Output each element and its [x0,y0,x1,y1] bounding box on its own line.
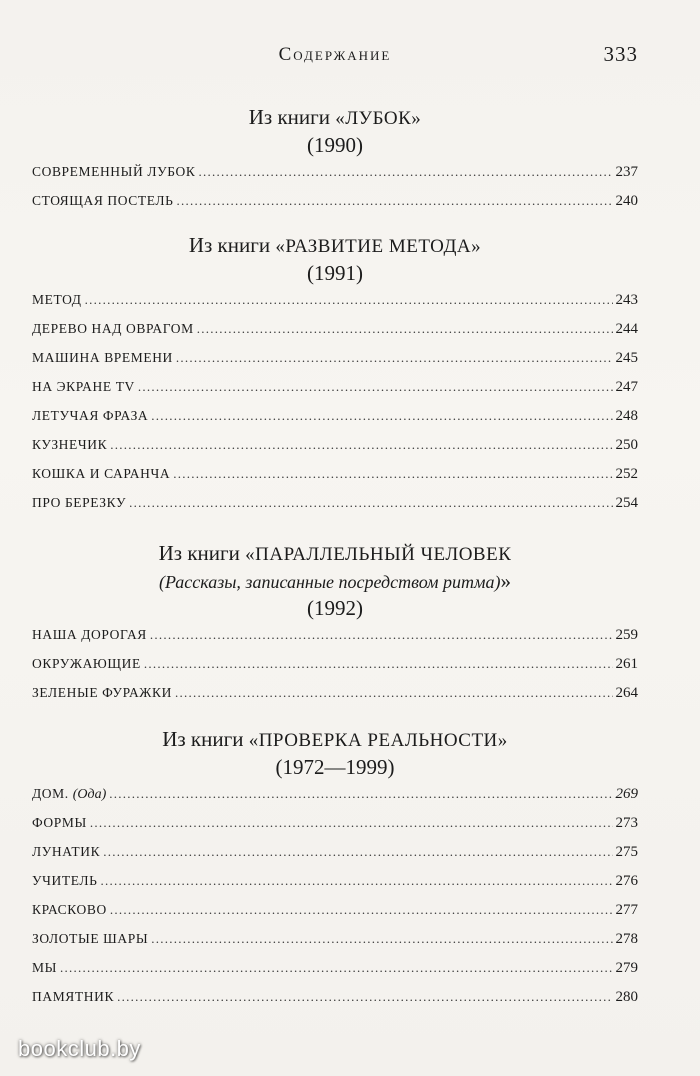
toc-entry-page: 252 [615,466,638,482]
toc-section-proverka-realnosti [32,726,638,1018]
watermark: bookclub.by [18,1036,141,1061]
toc-entry[interactable] [32,685,638,714]
toc-entry-page: 254 [615,495,638,511]
toc-entry[interactable] [32,495,638,524]
toc-entry-title: ФОРМЫ [32,815,87,830]
toc-entry-title: МАШИНА ВРЕМЕНИ [32,350,173,365]
toc-entry-title: СТОЯЩАЯ ПОСТЕЛЬ [32,193,174,208]
toc-entry-title: СОВРЕМЕННЫЙ ЛУБОК [32,164,196,179]
section-heading-line1: Из книги «ЛУБОК» [248,105,422,129]
section-heading-line1: Из книги «ПРОВЕРКА РЕАЛЬНОСТИ» [162,727,508,751]
toc-entry-title: ЛУНАТИК [32,844,101,859]
toc-entry-title: КУЗНЕЧИК [32,437,108,452]
toc-entry-page: 237 [615,164,638,180]
leader-dots [101,873,613,889]
toc-entry-title: ПАМЯТНИК [32,989,115,1004]
leader-dots [129,495,612,511]
toc-entry[interactable] [32,902,638,931]
toc-entry[interactable] [32,164,638,193]
toc-entry-title: ПРО БЕРЕЗКУ [32,495,127,510]
toc-entry-page: 277 [615,902,638,918]
leader-dots [60,960,613,976]
toc-list [32,164,638,222]
leader-dots [175,685,613,701]
toc-entry-title: ДЕРЕВО НАД ОВРАГОМ [32,321,194,336]
toc-entry-title: ОКРУЖАЮЩИЕ [32,656,141,671]
toc-entry-page: 240 [615,193,638,209]
section-heading [32,232,638,286]
toc-entry[interactable] [32,379,638,408]
toc-entry[interactable] [32,321,638,350]
toc-entry-page: 273 [615,815,638,831]
section-heading-line1: Из книги «РАЗВИТИЕ МЕТОДА» [188,233,482,257]
toc-entry[interactable] [32,466,638,495]
running-head: Содержание [278,44,392,65]
toc-entry-page: 278 [615,931,638,947]
leader-dots [150,627,613,643]
toc-entry[interactable] [32,408,638,437]
section-year: (1991) [307,261,363,285]
toc-entry-title: ДОМ. (Ода) [32,786,107,802]
section-heading [32,726,638,780]
leader-dots [199,164,613,180]
toc-entry[interactable] [32,873,638,902]
toc-entry-page: 259 [615,627,638,643]
toc-entry-title: ЛЕТУЧАЯ ФРАЗА [32,408,149,423]
page-number: 333 [603,42,638,66]
toc-entry[interactable] [32,931,638,960]
leader-dots [138,379,613,395]
toc-entry-title: УЧИТЕЛЬ [32,873,98,888]
toc-list [32,627,638,714]
toc-entry-title: МЫ [32,960,57,975]
toc-entry-title: НАША ДОРОГАЯ [32,627,147,642]
toc-entry-title: НА ЭКРАНЕ TV [32,379,135,394]
toc-entry-page: 279 [615,960,638,976]
toc-entry[interactable] [32,193,638,222]
toc-list [32,292,638,524]
toc-entry-title: КОШКА И САРАНЧА [32,466,171,481]
leader-dots [177,193,613,209]
leader-dots [90,815,613,831]
toc-entry[interactable] [32,627,638,656]
toc-entry-page: 244 [615,321,638,337]
section-heading-subtitle-line: (Рассказы, записанные посредством ритма)» [158,569,512,593]
toc-entry[interactable] [32,960,638,989]
toc-section-lubok [32,104,638,222]
leader-dots [103,844,612,860]
section-heading [32,104,638,158]
section-heading-line1: Из книги «ПАРАЛЛЕЛЬНЫЙ ЧЕЛОВЕК [158,541,512,565]
toc-section-razvitie-metoda [32,232,638,524]
section-year: (1992) [307,596,363,620]
section-subtitle: (Рассказы, записанные посредством ритма) [158,572,501,592]
leader-dots [85,292,613,308]
toc-entry-title: ЗЕЛЕНЫЕ ФУРАЖКИ [32,685,172,700]
toc-entry-page: 275 [615,844,638,860]
toc-entry[interactable] [32,989,638,1018]
toc-section-parallelnyi-chelovek [32,540,638,714]
toc-entry[interactable] [32,786,638,815]
leader-dots [117,989,612,1005]
toc-entry-page: 280 [615,989,638,1005]
leader-dots [110,902,613,918]
toc-entry[interactable] [32,350,638,379]
toc-entry[interactable] [32,656,638,685]
toc-entry-note: (Ода) [72,787,107,802]
leader-dots [151,408,612,424]
toc-entry[interactable] [32,437,638,466]
leader-dots [176,350,613,366]
toc-entry-page: 261 [615,656,638,672]
section-heading [32,540,638,621]
toc-list [32,786,638,1018]
toc-entry-page: 245 [615,350,638,366]
leader-dots [173,466,612,482]
toc-entry-title: КРАСКОВО [32,902,107,917]
toc-entry-page: 250 [615,437,638,453]
leader-dots [110,437,612,453]
toc-entry-title: МЕТОД [32,292,82,307]
toc-entry[interactable] [32,844,638,873]
leader-dots [109,786,612,802]
leader-dots [197,321,613,337]
toc-entry-page: 243 [615,292,638,308]
toc-entry-page: 269 [615,786,638,802]
leader-dots [151,931,612,947]
toc-entry[interactable] [32,292,638,321]
toc-entry-page: 248 [615,408,638,424]
section-year: (1972—1999) [275,755,395,779]
toc-entry-page: 276 [615,873,638,889]
leader-dots [144,656,613,672]
toc-entry-page: 264 [615,685,638,701]
section-year: (1990) [307,133,363,157]
toc-entry-title: ЗОЛОТЫЕ ШАРЫ [32,931,149,946]
toc-entry[interactable] [32,815,638,844]
toc-entry-page: 247 [615,379,638,395]
page-header [0,44,700,74]
